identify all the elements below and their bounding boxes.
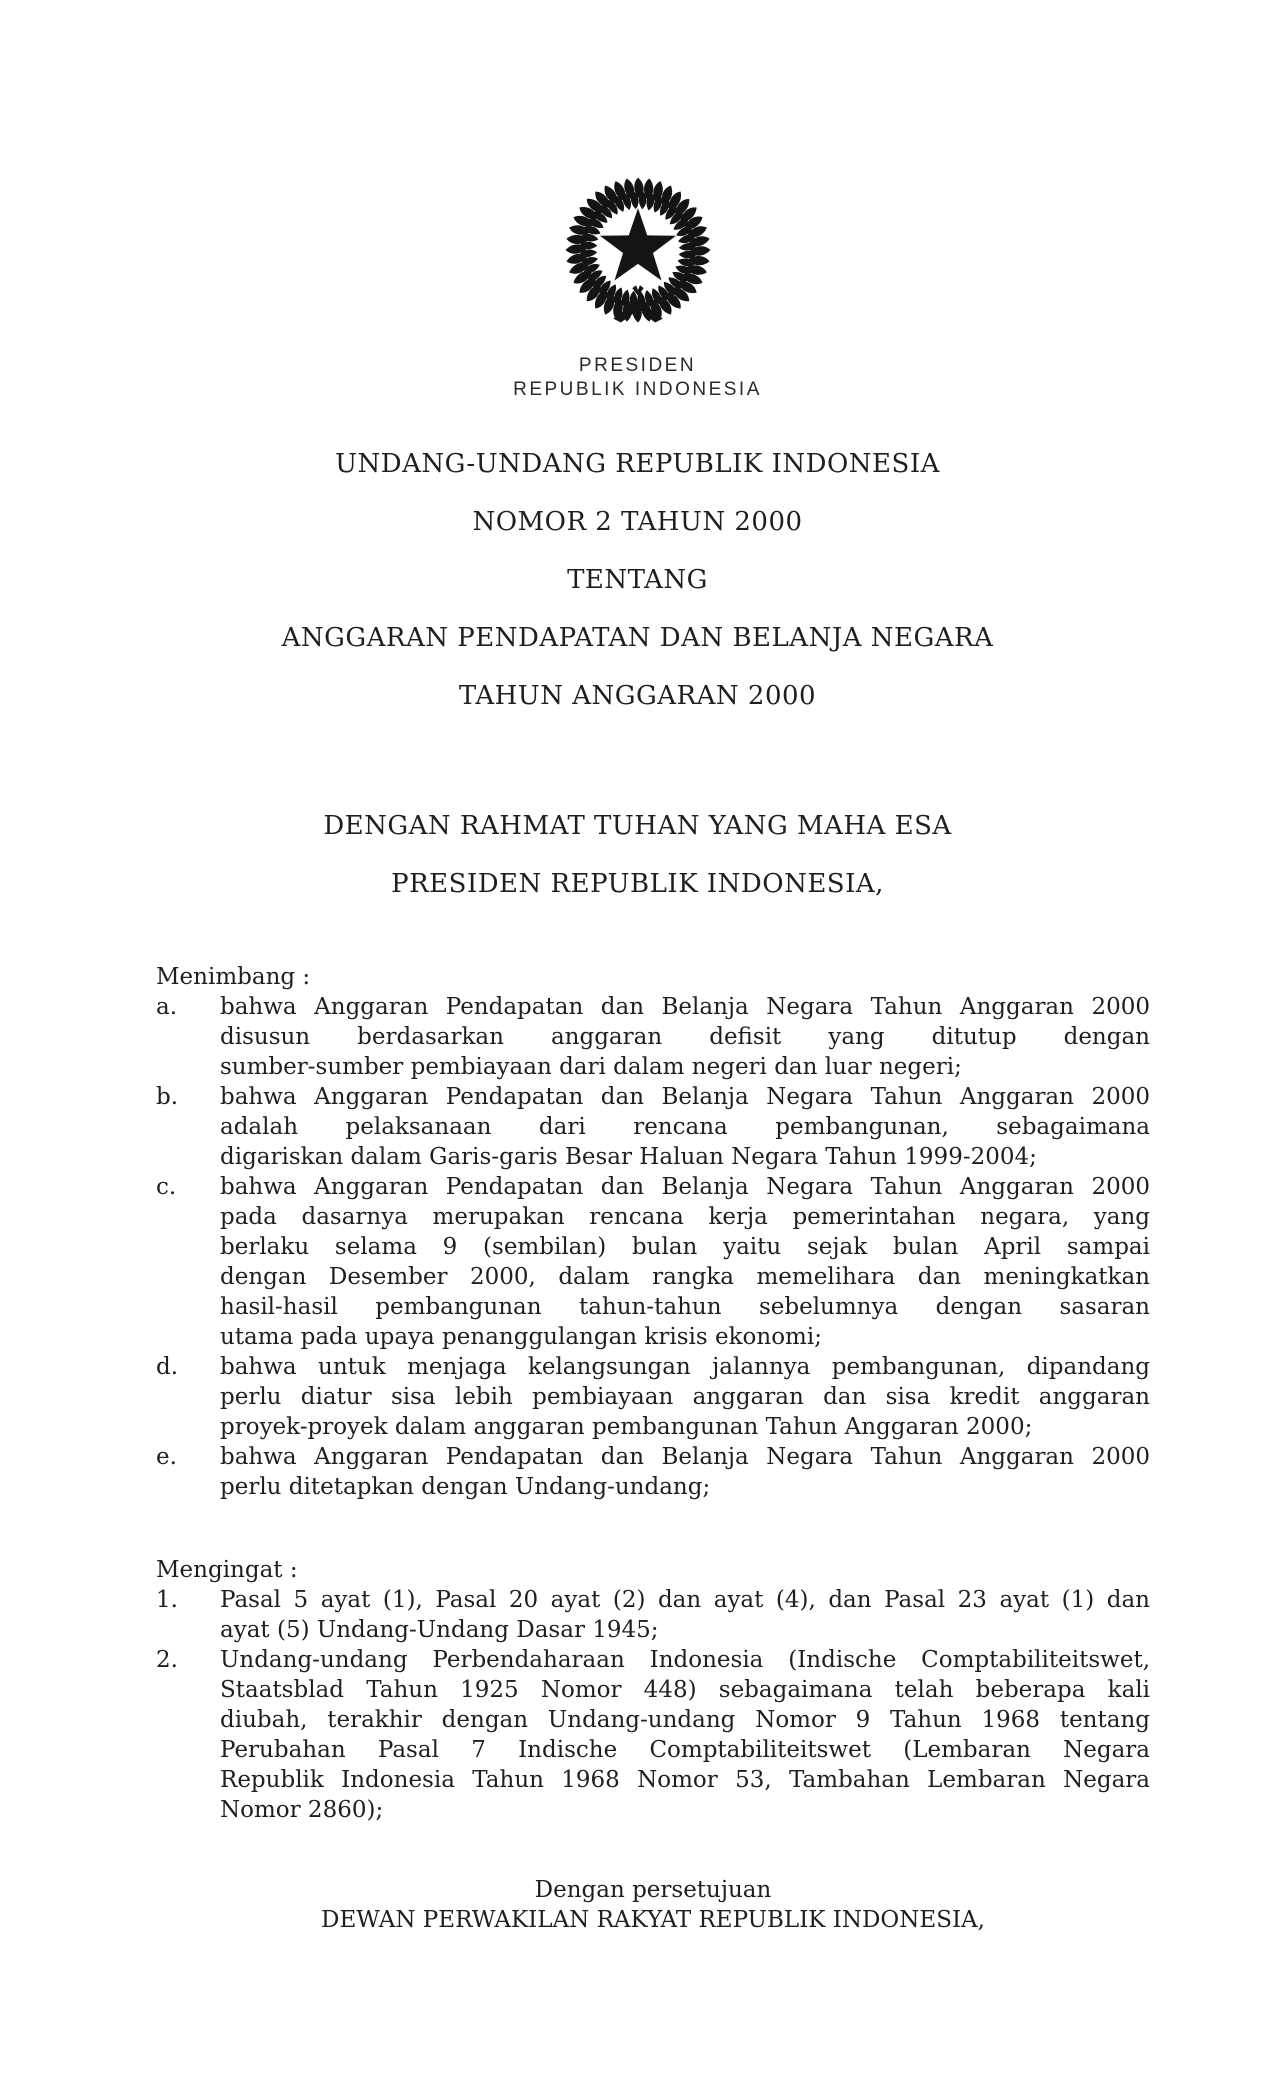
text-line: bahwa Anggaran Pendapatan dan Belanja Negara Tahun Anggaran 2000 [220, 994, 1150, 1020]
section-label-mengingat: Mengingat : [156, 1557, 298, 1583]
motto-block [0, 810, 1275, 900]
document-body [0, 962, 1275, 1935]
item-text [220, 1442, 1150, 1502]
item-marker: 1. [156, 1587, 178, 1613]
menimbang-items [156, 992, 1150, 1502]
letterhead-presiden: PRESIDEN [578, 355, 697, 376]
text-line: Republik Indonesia Tahun 1968 Nomor 53, Tambahan Lembaran Negara [220, 1767, 1150, 1793]
text-line: perlu diatur sisa lebih pembiayaan anggaran dan sisa kredit anggaran [220, 1384, 1150, 1410]
list-item [156, 1442, 1150, 1502]
presidential-seal-icon [552, 170, 724, 332]
text-line: Staatsblad Tahun 1925 Nomor 448) sebagaimana telah beberapa kali [220, 1677, 1150, 1703]
text-line: proyek-proyek dalam anggaran pembangunan Tahun Anggaran 2000; [220, 1414, 1033, 1440]
text-line: disusun berdasarkan anggaran defisit yang ditutup dengan [220, 1024, 1150, 1050]
text-line: adalah pelaksanaan dari rencana pembangunan, sebagaimana [220, 1114, 1150, 1140]
list-item [156, 1082, 1150, 1172]
document-title-line: NOMOR 2 TAHUN 2000 [472, 507, 803, 537]
section-label-menimbang: Menimbang : [156, 964, 311, 990]
text-line: bahwa Anggaran Pendapatan dan Belanja Negara Tahun Anggaran 2000 [220, 1444, 1150, 1470]
text-line: diubah, terakhir dengan Undang-undang Nomor 9 Tahun 1968 tentang [220, 1707, 1150, 1733]
text-line: Perubahan Pasal 7 Indische Comptabiliteitswet (Lembaran Negara [220, 1737, 1150, 1763]
text-line: dengan Desember 2000, dalam rangka memelihara dan meningkatkan [220, 1264, 1150, 1290]
text-line: digariskan dalam Garis-garis Besar Haluan Negara Tahun 1999-2004; [220, 1144, 1037, 1170]
text-line: ayat (5) Undang-Undang Dasar 1945; [220, 1617, 659, 1643]
item-text [220, 1352, 1150, 1442]
text-line: Undang-undang Perbendaharaan Indonesia (Indische Comptabiliteitswet, [220, 1647, 1150, 1673]
item-marker: a. [156, 994, 178, 1020]
item-text [220, 1172, 1150, 1352]
motto-line: DENGAN RAHMAT TUHAN YANG MAHA ESA [323, 811, 952, 841]
item-text [220, 1585, 1150, 1645]
issuer-line: PRESIDEN REPUBLIK INDONESIA, [391, 869, 884, 899]
text-line: hasil-hasil pembangunan tahun-tahun sebelumnya dengan sasaran [220, 1294, 1150, 1320]
document-title-line: UNDANG-UNDANG REPUBLIK INDONESIA [335, 449, 940, 479]
item-marker: b. [156, 1084, 179, 1110]
item-text [220, 1645, 1150, 1825]
letterhead-caption [0, 354, 1275, 402]
item-marker: 2. [156, 1647, 178, 1673]
list-item [156, 992, 1150, 1082]
text-line: bahwa untuk menjaga kelangsungan jalannya pembangunan, dipandang [220, 1354, 1150, 1380]
text-line: perlu ditetapkan dengan Undang-undang; [220, 1474, 711, 1500]
item-text [220, 1082, 1150, 1172]
document-title-line: ANGGARAN PENDAPATAN DAN BELANJA NEGARA [281, 623, 994, 653]
list-item [156, 1172, 1150, 1352]
text-line: pada dasarnya merupakan rencana kerja pemerintahan negara, yang [220, 1204, 1150, 1230]
item-marker: e. [156, 1444, 177, 1470]
text-line: utama pada upaya penanggulangan krisis ekonomi; [220, 1324, 822, 1350]
item-text [220, 992, 1150, 1082]
star-icon [599, 208, 675, 280]
closing-line-persetujuan: Dengan persetujuan [534, 1877, 772, 1903]
closing-block [156, 1875, 1150, 1935]
text-line: Nomor 2860); [220, 1797, 384, 1823]
closing-line-dpr: DEWAN PERWAKILAN RAKYAT REPUBLIK INDONESIA, [321, 1907, 985, 1933]
list-item [156, 1585, 1150, 1645]
document-title-line: TAHUN ANGGARAN 2000 [458, 681, 817, 711]
letterhead-republik-indonesia: REPUBLIK INDONESIA [513, 379, 762, 400]
document-title-line: TENTANG [567, 565, 708, 595]
list-item [156, 1645, 1150, 1825]
mengingat-items [156, 1585, 1150, 1825]
item-marker: d. [156, 1354, 179, 1380]
text-line: bahwa Anggaran Pendapatan dan Belanja Negara Tahun Anggaran 2000 [220, 1174, 1150, 1200]
text-line: berlaku selama 9 (sembilan) bulan yaitu sejak bulan April sampai [220, 1234, 1150, 1260]
list-item [156, 1352, 1150, 1442]
text-line: sumber-sumber pembiayaan dari dalam negeri dan luar negeri; [220, 1054, 962, 1080]
item-marker: c. [156, 1174, 177, 1200]
document-title [0, 448, 1275, 712]
text-line: bahwa Anggaran Pendapatan dan Belanja Negara Tahun Anggaran 2000 [220, 1084, 1150, 1110]
text-line: Pasal 5 ayat (1), Pasal 20 ayat (2) dan ayat (4), dan Pasal 23 ayat (1) dan [220, 1587, 1150, 1613]
